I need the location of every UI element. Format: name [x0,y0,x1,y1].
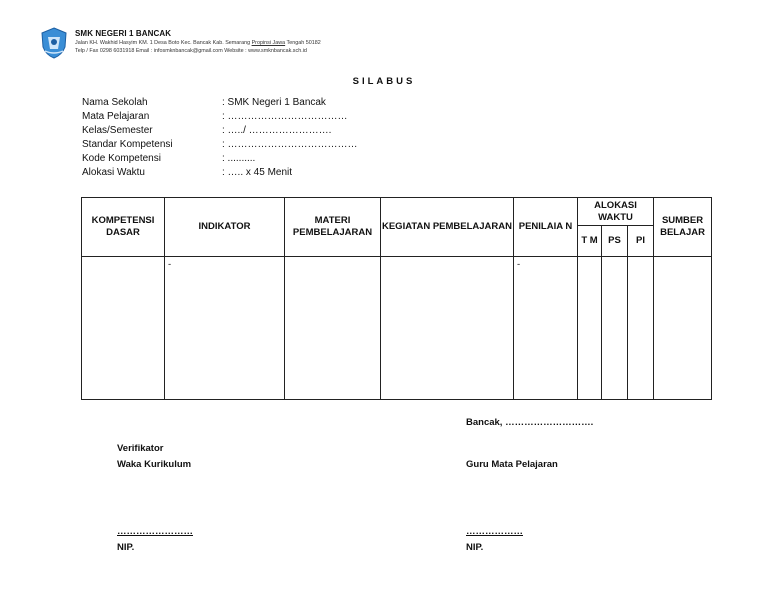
cell-sumber-belajar[interactable] [654,257,712,400]
address-text: Jalan KH. Wakhid Hasyim KM. 1 Desa Boto Kec. Bancak Kab. Semarang [75,40,252,46]
header-sumber-belajar: SUMBER BELAJAR [654,198,712,257]
info-label: Standar Kompetensi [82,139,173,150]
cell-kompetensi-dasar[interactable] [82,257,165,400]
info-label: Mata Pelajaran [82,111,150,122]
place-date: Bancak, ………………………. [466,417,594,428]
address-province: Propinsi Jawa [251,40,286,46]
header-materi-pembelajaran: MATERI PEMBELAJARAN [285,198,381,257]
school-logo-icon [40,27,68,59]
info-row-standar-kompetensi [82,138,358,152]
info-row-nama-sekolah [82,96,358,110]
info-value: : ….. x 45 Menit [222,167,293,178]
header-pi: PI [628,226,654,257]
header-penilaian: PENILAIA N [514,198,578,257]
header-alokasi-waktu: ALOKASI WAKTU [578,198,654,226]
cell-pi[interactable] [628,257,654,400]
info-value: : SMK Negeri 1 Bancak [222,97,326,108]
info-label: Nama Sekolah [82,97,148,108]
school-address [75,40,321,46]
info-block [82,96,358,180]
silabus-table [81,197,712,400]
left-nip: NIP. [117,542,135,553]
left-signature-line: …………………… [117,526,193,537]
cell-materi-pembelajaran[interactable] [285,257,381,400]
info-label: Kode Kompetensi [82,153,161,164]
header-indikator: INDIKATOR [165,198,285,257]
right-signature-line: ……………… [466,526,523,537]
page-title: SILABUS [352,76,416,87]
header-kegiatan-pembelajaran: KEGIATAN PEMBELAJARAN [381,198,514,257]
info-value: : …../ ……………………. [222,125,332,136]
info-value: : ……………………………… [222,111,348,122]
guru-label: Guru Mata Pelajaran [466,459,558,470]
info-label: Kelas/Semester [82,125,153,136]
cell-indikator[interactable]: - [165,257,285,400]
header-tm: T M [578,226,602,257]
header-kompetensi-dasar: KOMPETENSI DASAR [82,198,165,257]
info-row-alokasi-waktu [82,166,358,180]
school-contact: Telp / Fax 0298 6031918 Email : infosmknbancak@gmail.com Website : www.smknbancak.sch.id [75,48,307,54]
cell-tm[interactable] [578,257,602,400]
info-value: : ………………………………… [222,139,358,150]
right-nip: NIP. [466,542,484,553]
header-ps: PS [602,226,628,257]
cell-kegiatan-pembelajaran[interactable] [381,257,514,400]
info-row-kelas-semester [82,124,358,138]
info-value: : .......... [222,153,256,164]
address-postcode: Tengah 50182 [285,40,321,46]
cell-penilaian[interactable]: - [514,257,578,400]
info-row-kode-kompetensi [82,152,358,166]
school-name: SMK NEGERI 1 BANCAK [75,29,172,38]
waka-kurikulum-label: Waka Kurikulum [117,459,192,470]
info-label: Alokasi Waktu [82,167,145,178]
verifikator-label: Verifikator [117,443,164,454]
cell-ps[interactable] [602,257,628,400]
info-row-mata-pelajaran [82,110,358,124]
